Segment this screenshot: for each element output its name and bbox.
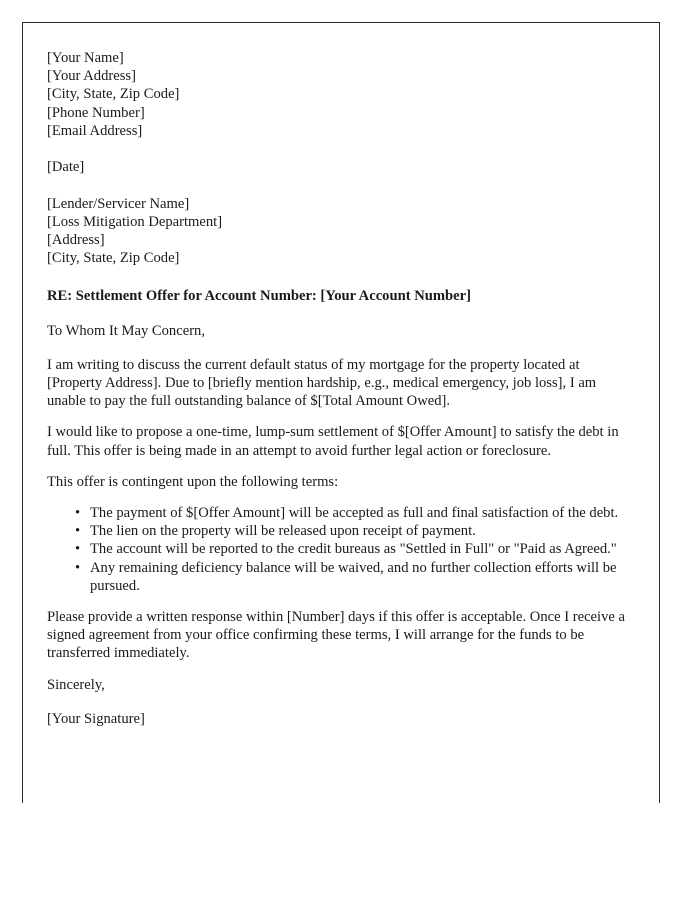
sender-phone-line: [Phone Number] <box>47 104 145 121</box>
recipient-address-block <box>47 195 638 268</box>
date-block <box>47 158 638 176</box>
letter-content <box>47 49 638 728</box>
list-item: • The account will be reported to the credit bureaus as "Settled in Full" or "Paid as Agreed." <box>47 540 638 558</box>
closing-line: Sincerely, <box>47 676 105 693</box>
signature-line: [Your Signature] <box>47 710 145 727</box>
spacer-before-terms-list <box>47 491 638 504</box>
recipient-department-line: [Loss Mitigation Department] <box>47 213 223 230</box>
spacer-before-salutation <box>47 306 638 322</box>
body-paragraph-2: I would like to propose a one-time, lump-sum settlement of $[Offer Amount] to satisfy the debt in full. This offer is being made in an attempt to avoid further legal action or foreclosure. <box>47 424 619 459</box>
recipient-city-line: [City, State, Zip Code] <box>47 250 180 267</box>
spacer-after-sender <box>47 140 638 158</box>
date-line: [Date] <box>47 159 85 176</box>
spacer-before-signature <box>47 694 638 710</box>
terms-intro: This offer is contingent upon the following terms: <box>47 473 339 490</box>
spacer-before-paragraph-1 <box>47 340 638 356</box>
sender-name-line: [Your Name] <box>47 50 124 66</box>
sender-email-line: [Email Address] <box>47 122 143 139</box>
spacer-before-subject <box>47 267 638 286</box>
body-paragraph-3: Please provide a written response within [Number] days if this offer is acceptable. Once I receive a signed agreement from your office confirming these terms, I will arrange for the funds to be transferred immediately. <box>47 609 625 662</box>
sender-street-line: [Your Address] <box>47 68 136 85</box>
recipient-street-line: [Address] <box>47 232 105 248</box>
spacer-after-date <box>47 176 638 194</box>
spacer-before-paragraph-2 <box>47 410 638 423</box>
subject-line: RE: Settlement Offer for Account Number: [Your Account Number] <box>47 288 471 305</box>
body-paragraph-1: I am writing to discuss the current default status of my mortgage for the property located at [Property Address]. Due to [briefly mention hardship, e.g., medical emergency, job loss], I am unable to pay the full outstanding balance of $[Total Amount Owed]. <box>47 356 597 410</box>
spacer-before-terms-intro <box>47 460 638 473</box>
sender-address-block <box>47 49 638 140</box>
spacer-before-closing <box>47 663 638 676</box>
list-item: • The payment of $[Offer Amount] will be accepted as full and final satisfaction of the debt. <box>47 504 638 522</box>
document-page <box>22 22 660 803</box>
list-item: • Any remaining deficiency balance will be waived, and no further collection efforts will be pursued. <box>47 559 638 595</box>
sender-city-line: [City, State, Zip Code] <box>47 86 180 103</box>
salutation: To Whom It May Concern, <box>47 322 205 339</box>
terms-list <box>47 504 638 595</box>
recipient-name-line: [Lender/Servicer Name] <box>47 195 190 212</box>
spacer-before-paragraph-3 <box>47 595 638 608</box>
list-item: • The lien on the property will be released upon receipt of payment. <box>47 522 638 540</box>
